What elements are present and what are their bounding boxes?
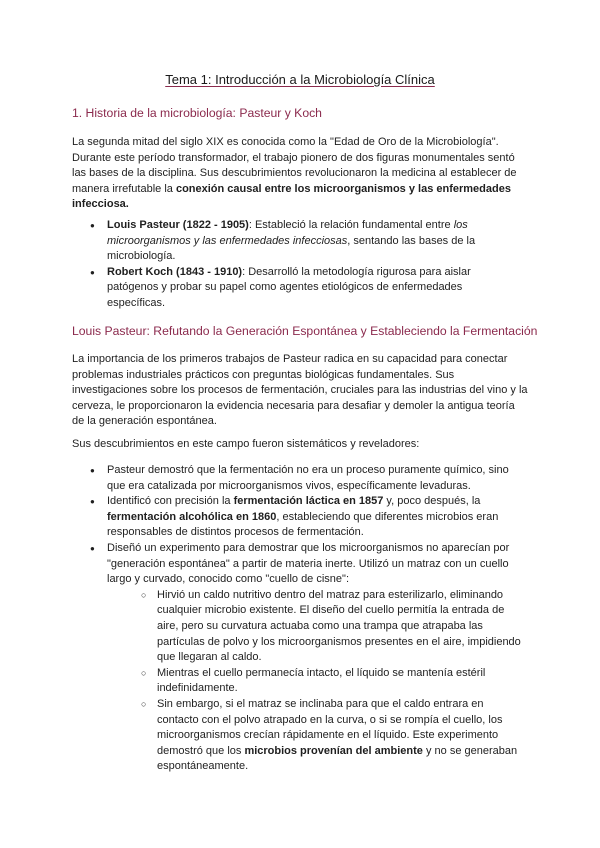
list-item-lactic xyxy=(90,494,526,541)
page-title-text: Tema 1: Introducción a la Microbiología Clínica xyxy=(165,72,435,87)
sublist-item-intact: ○ Mientras el cuello permanecía intacto, el líquido se mantenía estéril indefinidamente. xyxy=(141,666,527,697)
sublist-item-tilted xyxy=(141,697,527,775)
lactic-bold: fermentación láctica en 1857 xyxy=(233,495,384,508)
tilted-text-b: y no se generaban espontáneamente. xyxy=(157,744,518,773)
list-item-koch xyxy=(90,265,490,312)
intro-text: La segunda mitad del siglo XIX es conocida como la "Edad de Oro de la Microbiología". Durante este período transformador, el trabajo pionero de dos figuras monumentales sentó las bases de la disciplina. Sus descubrimientos revolucionaron la medicina al establecer de manera irrefutable la xyxy=(72,136,517,195)
page-title xyxy=(0,72,600,87)
discoveries-list xyxy=(90,463,526,775)
scientists-list xyxy=(90,218,490,312)
experiment-sublist xyxy=(141,588,527,775)
section-heading-pasteur: Louis Pasteur: Refutando la Generación Espontánea y Estableciendo la Fermentación xyxy=(72,324,538,338)
lactic-text-a: Identificó con precisión la xyxy=(107,495,234,508)
koch-text: : Desarrolló la metodología rigurosa para aislar patógenos y probar su papel como agentes etiológicos de enfermedades específicas. xyxy=(107,265,471,309)
experiment-text: Diseñó un experimento para demostrar que los microorganismos no aparecían por "generación espontánea" a partir de materia inerte. Utilizó un matraz con un cuello largo y curvado, conocido como "cuello de cisne": xyxy=(107,541,510,586)
pasteur-text-a: : Estableció la relación fundamental entre xyxy=(248,219,454,231)
intro-bold-text: conexión causal entre los microorganismos y las enfermedades infecciosa. xyxy=(72,182,511,211)
lactic-text-c: , estableciendo que diferentes microbios eran responsables de distintos procesos de fermentación. xyxy=(107,510,499,539)
alcoholic-bold: fermentación alcohólica en 1860 xyxy=(107,510,277,523)
pasteur-name: Louis Pasteur (1822 - 1905) xyxy=(107,219,249,231)
sublist-item-boil: ○ Hirvió un caldo nutritivo dentro del matraz para esterilizarlo, eliminando cualquier microbio existente. El diseño del cuello permitía la entrada de aire, pero su curvatura actuaba como una trampa que atrapaba las partículas de polvo y los microorganismos presentes en el aire, impidiendo que llegaran al caldo. xyxy=(141,588,527,666)
pasteur-paragraph: La importancia de los primeros trabajos de Pasteur radica en su capacidad para conectar problemas industriales prácticos con preguntas biológicas fundamentales. Sus investigaciones sobre los procesos de fermentación, cruciales para las industrias del vino y la cerveza, le proporcionaron la evidencia necesaria para desafiar y demoler la antigua teoría de la generación espontánea. xyxy=(72,353,528,428)
section-heading-history: 1. Historia de la microbiología: Pasteur y Koch xyxy=(72,106,322,120)
tilted-text-a: Sin embargo, si el matraz se inclinaba para que el caldo entrara en contacto con el polvo atrapado en la curva, o si se rompía el cuello, los microorganismos crecían rápidamente en el líquido. Este experimento demostró que los xyxy=(157,697,503,757)
list-item-pasteur xyxy=(90,218,490,265)
tilted-bold: microbios provenían del ambiente xyxy=(244,744,423,757)
pasteur-text-b: , sentando las bases de la microbiología. xyxy=(107,234,476,263)
pasteur-italic: los microorganismos y las enfermedades infecciosas xyxy=(107,219,468,247)
intro-paragraph xyxy=(72,135,528,213)
list-item-fermentation: ● Pasteur demostró que la fermentación no era un proceso puramente químico, sino que era catalizada por microorganismos vivos, específicamente levaduras. xyxy=(90,463,526,494)
list-item-experiment xyxy=(90,541,526,775)
discoveries-intro: Sus descubrimientos en este campo fueron sistemáticos y reveladores: xyxy=(72,438,420,450)
lactic-text-b: y, poco después, la xyxy=(383,495,481,508)
koch-name: Robert Koch (1843 - 1910) xyxy=(107,265,243,278)
